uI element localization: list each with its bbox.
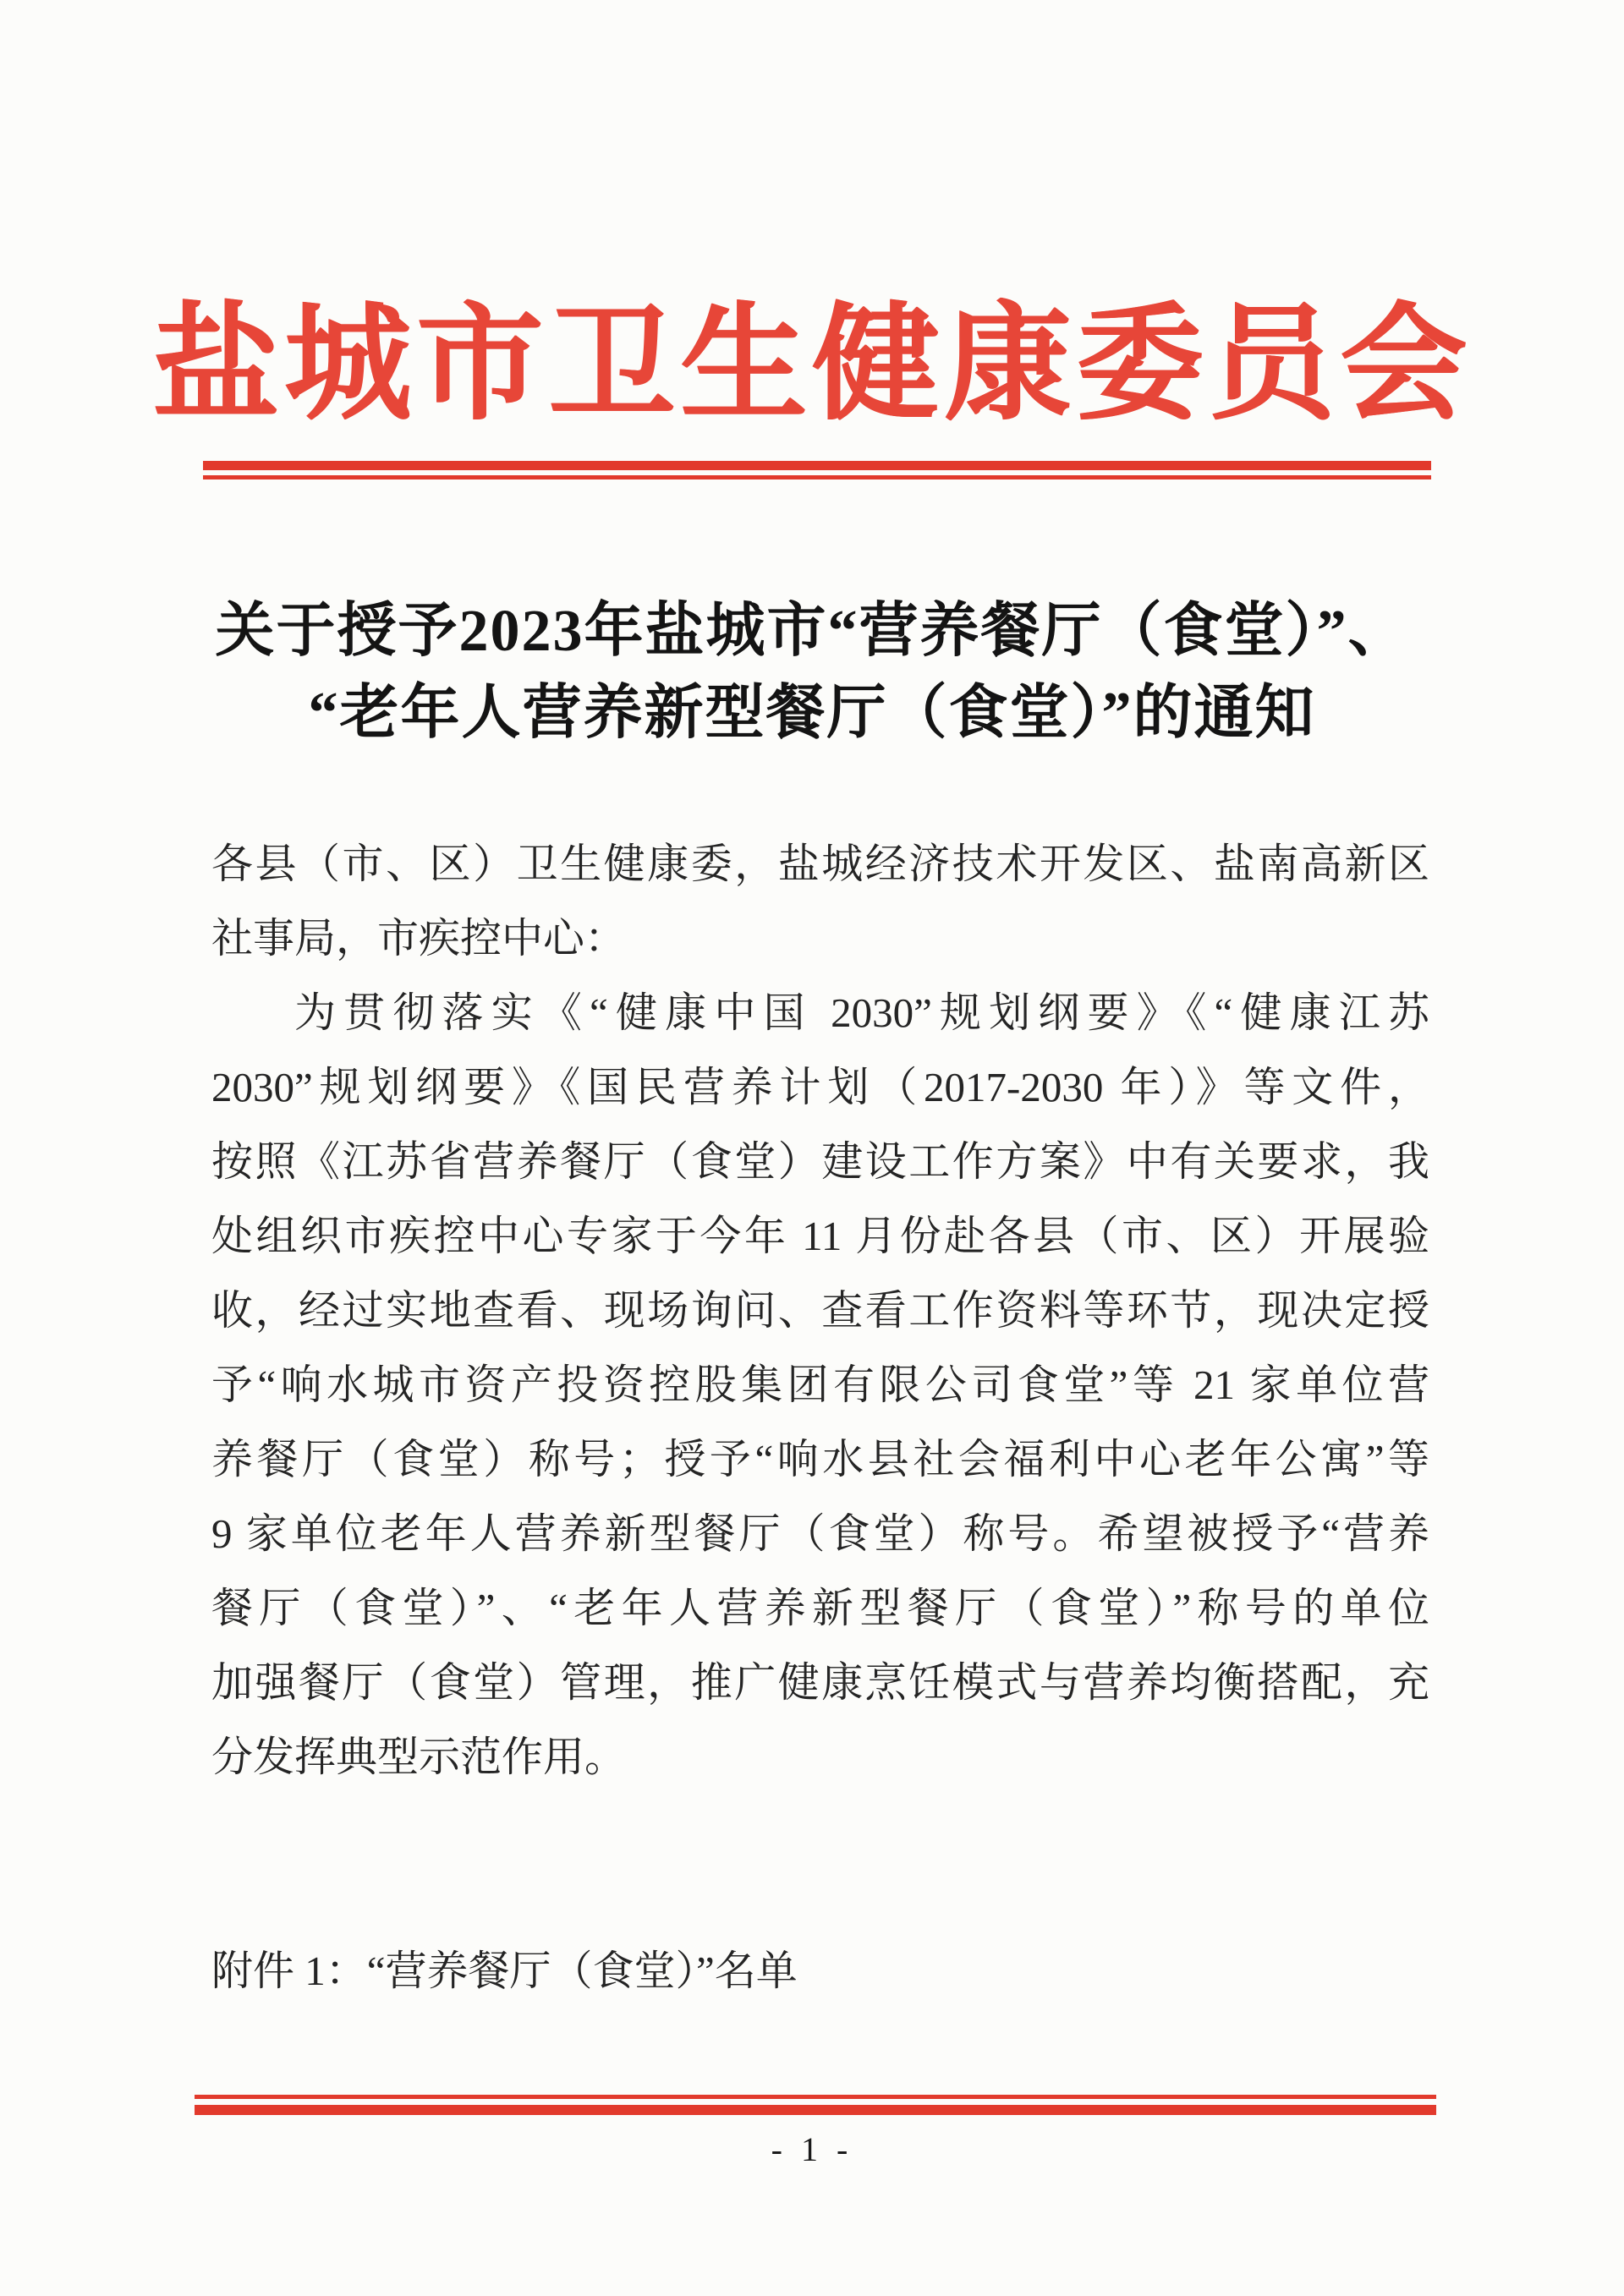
document-title-line-2: “老年人营养新型餐厅（食堂）”的通知 xyxy=(308,681,1316,746)
body-line: 加强餐厅（食堂）管理，推广健康烹饪模式与营养均衡搭配，充 xyxy=(211,1659,1429,1706)
page-number: - 1 - xyxy=(771,2130,853,2168)
document-title-line-1: 关于授予2023年盐城市“营养餐厅（食堂）”、 xyxy=(215,599,1409,664)
body-line: 养餐厅（食堂）称号；授予“响水县社会福利中心老年公寓”等 xyxy=(211,1436,1429,1482)
letterhead-double-rule xyxy=(203,461,1431,479)
letterhead-rule-thin xyxy=(203,475,1431,479)
body-line: 为贯彻落实《“健康中国 2030”规划纲要》《“健康江苏 xyxy=(294,989,1429,1036)
body-line: 按照《江苏省营养餐厅（食堂）建设工作方案》中有关要求，我 xyxy=(211,1138,1429,1185)
body-line: 处组织市疾控中心专家于今年 11 月份赴各县（市、区）开展验 xyxy=(211,1213,1429,1259)
body-line: 社事局，市疾控中心： xyxy=(211,915,627,962)
letterhead-rule-thick xyxy=(203,461,1431,470)
document-title xyxy=(0,590,1624,754)
footer-double-rule xyxy=(195,2095,1436,2115)
agency-name: 盐城市卫生健康委员会 xyxy=(151,295,1472,436)
body-line: 收，经过实地查看、现场询问、查看工作资料等环节，现决定授 xyxy=(211,1287,1429,1334)
body-line: 予“响水城市资产投资控股集团有限公司食堂”等 21 家单位营 xyxy=(211,1362,1429,1408)
footer-rule-thick xyxy=(195,2105,1436,2115)
attachment-note: 附件 1：“营养餐厅（食堂）”名单 xyxy=(211,1948,798,1994)
body-line: 9 家单位老年人营养新型餐厅（食堂）称号。希望被授予“营养 xyxy=(211,1510,1429,1557)
body-line: 分发挥典型示范作用。 xyxy=(211,1734,627,1780)
body-line: 各县（市、区）卫生健康委，盐城经济技术开发区、盐南高新区 xyxy=(211,841,1429,887)
footer-rule-thin xyxy=(195,2095,1436,2099)
notice-body xyxy=(211,827,1429,1795)
body-line: 2030”规划纲要》《国民营养计划（2017-2030 年）》等文件， xyxy=(211,1064,1429,1110)
body-line: 餐厅（食堂）”、“老年人营养新型餐厅（食堂）”称号的单位 xyxy=(211,1585,1429,1631)
